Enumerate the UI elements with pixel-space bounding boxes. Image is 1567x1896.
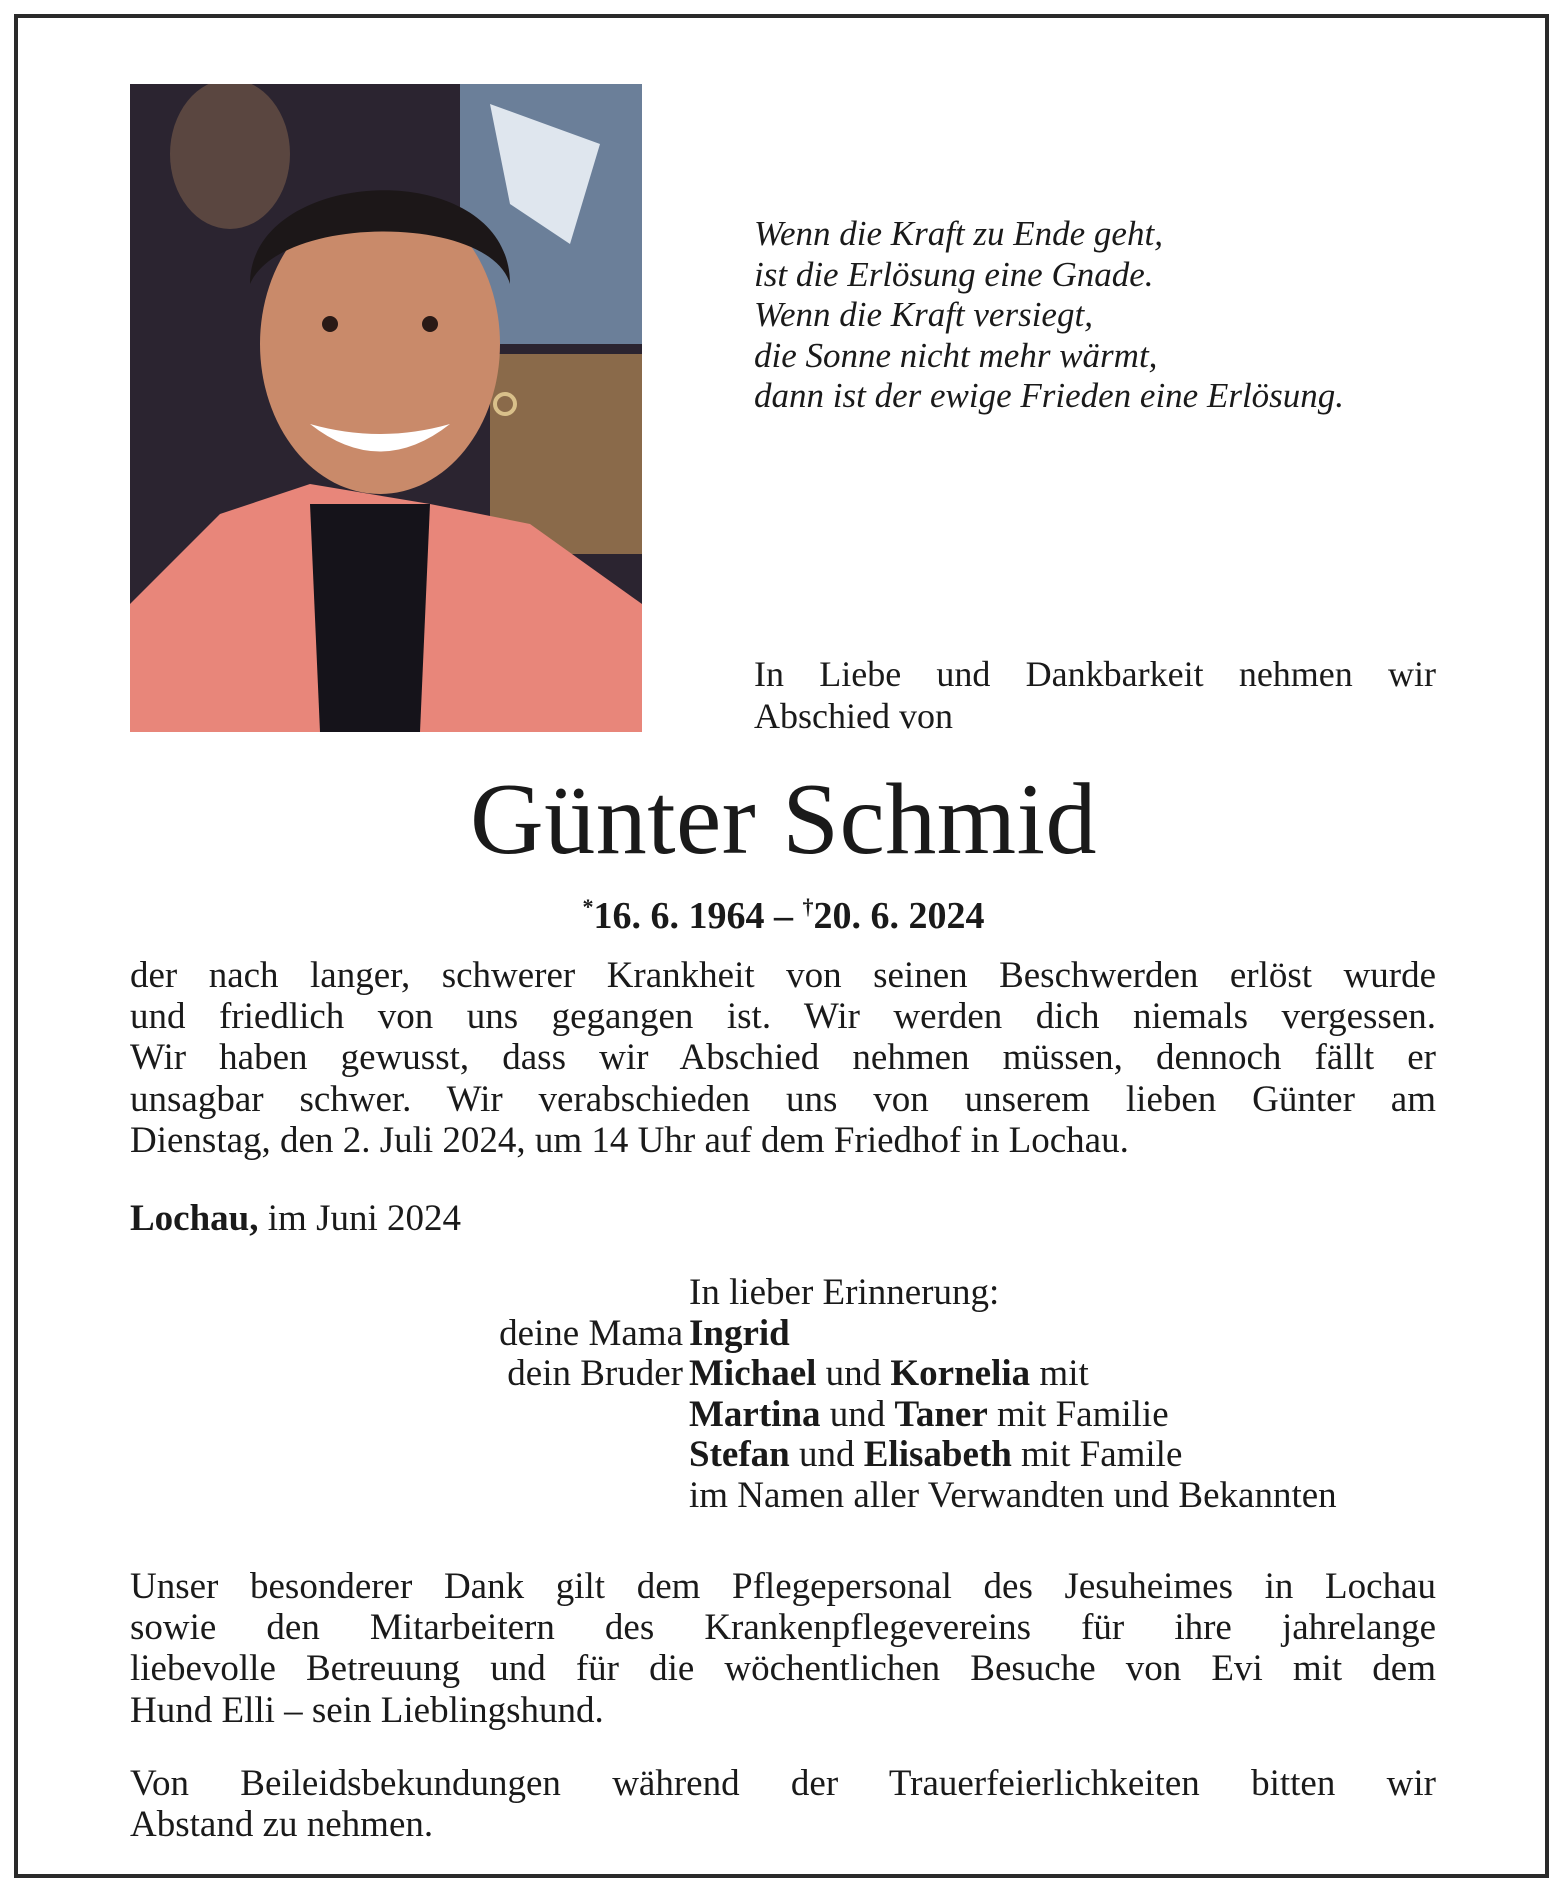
- text-line: und friedlich von uns gegangen ist. Wir werden dich niemals vergessen.: [130, 996, 1436, 1038]
- poem: [754, 214, 1474, 417]
- closing-text: [130, 1763, 1436, 1845]
- mourner-name: Taner: [894, 1393, 988, 1435]
- place-date: [130, 1198, 461, 1240]
- text-line: Unser besonderer Dank gilt dem Pflegepersonal des Jesuheimes in Lochau: [130, 1566, 1436, 1607]
- text-line: liebevolle Betreuung und für die wöchentlichen Besuche von Evi mit dem: [130, 1648, 1436, 1690]
- text-line: unsagbar schwer. Wir verabschieden uns von unserem lieben Günter am: [130, 1078, 1436, 1120]
- mourner-name: Michael: [689, 1353, 817, 1394]
- conjunction: mit Famile: [1021, 1434, 1183, 1475]
- birth-date: 16. 6. 1964: [593, 895, 765, 937]
- text-line: Wir haben gewusst, dass wir Abschied nehmen müssen, dennoch fällt er: [130, 1037, 1436, 1079]
- conjunction: und: [798, 1434, 855, 1475]
- text-line: sowie den Mitarbeitern des Krankenpflegevereins für ihre jahrelange: [130, 1607, 1436, 1649]
- portrait-photo: [130, 84, 642, 732]
- poem-line: Wenn die Kraft versiegt,: [754, 295, 1093, 334]
- date-separator: –: [764, 895, 803, 937]
- intro-line: In Liebe und Dankbarkeit nehmen wir: [754, 654, 1436, 694]
- text-line: Hund Elli – sein Lieblingshund.: [130, 1689, 604, 1731]
- mourner-name: Ingrid: [689, 1312, 790, 1354]
- life-dates: [0, 884, 1567, 939]
- all-relatives: im Namen aller Verwandten und Bekannten: [689, 1474, 1337, 1516]
- text-line: der nach langer, schwerer Krankheit von seinen Beschwerden erlöst wurde: [130, 955, 1436, 996]
- intro-text: [754, 653, 1436, 737]
- mourners-heading: In lieber Erinnerung:: [689, 1272, 1000, 1313]
- poem-line: Wenn die Kraft zu Ende geht,: [754, 214, 1163, 253]
- mourner-name: Kornelia: [890, 1353, 1031, 1394]
- place-town: Lochau,: [130, 1198, 259, 1239]
- conjunction: und: [825, 1353, 882, 1394]
- poem-line: dann ist der ewige Frieden eine Erlösung.: [754, 376, 1345, 415]
- birth-symbol: *: [582, 894, 594, 919]
- poem-line: die Sonne nicht mehr wärmt,: [754, 335, 1158, 375]
- mourner-name: Elisabeth: [863, 1434, 1012, 1475]
- announcement-text: [130, 955, 1436, 1161]
- mourner-name: Martina: [689, 1393, 821, 1435]
- intro-line: Abschied von: [754, 696, 953, 736]
- relation-label: dein Bruder: [507, 1353, 683, 1394]
- poem-line: ist die Erlösung eine Gnade.: [754, 254, 1154, 294]
- portrait-illustration: [130, 84, 642, 732]
- deceased-name: Günter Schmid: [470, 763, 1097, 876]
- relation-label: deine Mama: [499, 1312, 683, 1354]
- conjunction: mit Familie: [997, 1393, 1169, 1435]
- thanks-text: [130, 1566, 1436, 1731]
- place-month: im Juni 2024: [267, 1198, 462, 1239]
- text-line: Dienstag, den 2. Juli 2024, um 14 Uhr auf dem Friedhof in Lochau.: [130, 1119, 1129, 1161]
- text-line: Von Beileidsbekundungen während der Trauerfeierlichkeiten bitten wir: [130, 1763, 1436, 1804]
- mourner-name: Stefan: [689, 1434, 790, 1475]
- text-line: Abstand zu nehmen.: [130, 1804, 434, 1846]
- death-symbol: †: [802, 894, 814, 919]
- conjunction: und: [829, 1393, 886, 1435]
- conjunction: mit: [1039, 1353, 1089, 1394]
- mourners-list: [0, 1273, 1567, 1516]
- death-date: 20. 6. 2024: [813, 895, 985, 937]
